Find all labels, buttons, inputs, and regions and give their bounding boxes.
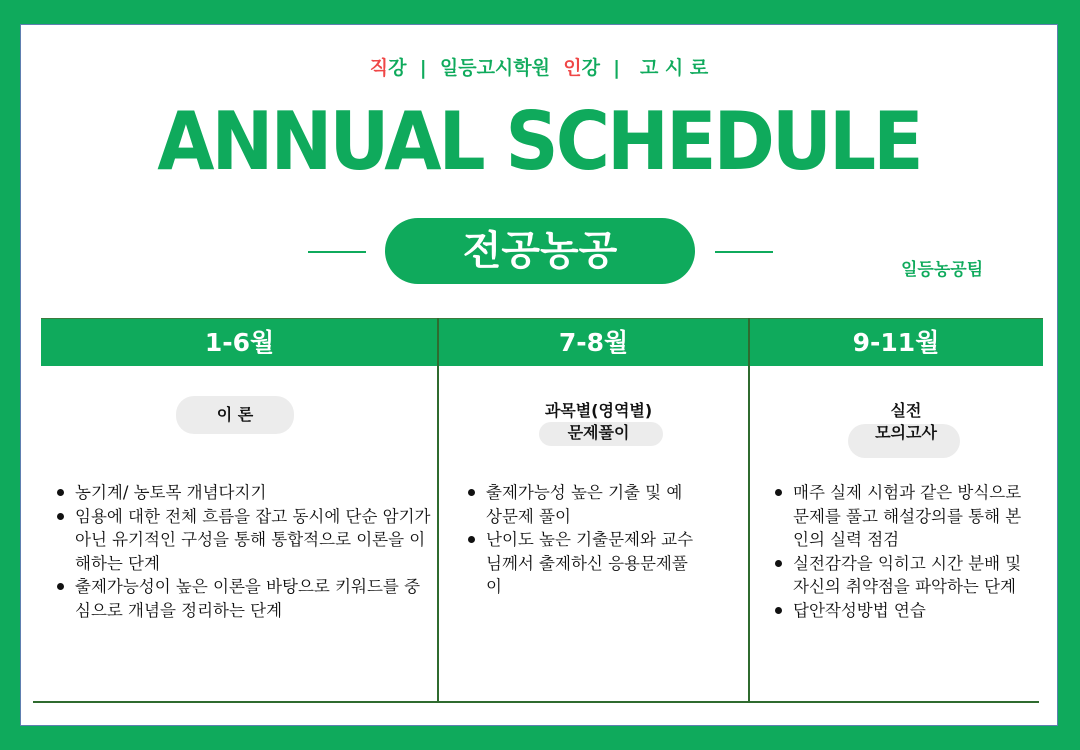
tagline-highlight-2: 인 <box>563 57 582 79</box>
period-header-1: 1-6월 <box>204 328 275 357</box>
schedule-table <box>41 318 1043 703</box>
team-label: 일등농공팀 <box>901 260 984 280</box>
tagline-highlight-1: 직 <box>369 57 389 79</box>
stage-chip-1 <box>176 396 294 434</box>
tagline-text-2: 강 | 고 시 로 <box>581 57 709 79</box>
stage-chip-label: 모의고사 <box>875 423 937 442</box>
list-item: 출제가능성이 높은 이론을 바탕으로 키워드를 중심으로 개념을 정리하는 단계 <box>53 575 433 622</box>
right-dash <box>715 251 773 253</box>
list-item: 난이도 높은 기출문제와 교수님께서 출제하신 응용문제풀이 <box>464 528 694 599</box>
column-1-list <box>53 481 433 622</box>
header-tagline <box>21 53 1057 80</box>
page-title: ANNUAL SCHEDULE <box>157 95 921 189</box>
column-divider <box>437 318 439 703</box>
list-item: 임용에 대한 전체 흐름을 잡고 동시에 단순 암기가 아닌 유기적인 구성을 통해 통합적으로 이론을 이해하는 단계 <box>53 505 433 576</box>
left-dash <box>308 251 366 253</box>
column-divider <box>748 318 750 703</box>
list-item: 매주 실제 시험과 같은 방식으로 문제를 풀고 해설강의를 통해 본인의 실력 점검 <box>771 481 1033 552</box>
stage-chip-3 <box>841 400 971 446</box>
stage-chip-label: 과목별(영역별) <box>544 401 653 420</box>
schedule-card <box>20 24 1058 726</box>
stage-chip-label: 문제풀이 <box>567 423 630 442</box>
period-header-3: 9-11월 <box>852 328 940 357</box>
table-bottom-line <box>33 701 1039 703</box>
stage-chip-label: 이 론 <box>216 405 254 424</box>
list-item: 출제가능성 높은 기출 및 예상문제 풀이 <box>464 481 694 528</box>
list-item: 답안작성방법 연습 <box>771 599 1033 623</box>
stage-chip-label: 실전 <box>890 401 922 420</box>
tagline-text-1: 강 | 일등고시학원 <box>388 57 564 79</box>
list-item: 농기계/ 농토목 개념다지기 <box>53 481 433 505</box>
list-item: 실전감각을 익히고 시간 분배 및 자신의 취약점을 파악하는 단계 <box>771 552 1033 599</box>
column-3-list <box>771 481 1033 622</box>
subject-pill: 전공농공 <box>385 218 695 284</box>
period-header-2: 7-8월 <box>558 328 629 357</box>
stage-chip-2 <box>511 400 686 446</box>
table-header <box>41 318 1043 366</box>
column-2-list <box>464 481 694 599</box>
